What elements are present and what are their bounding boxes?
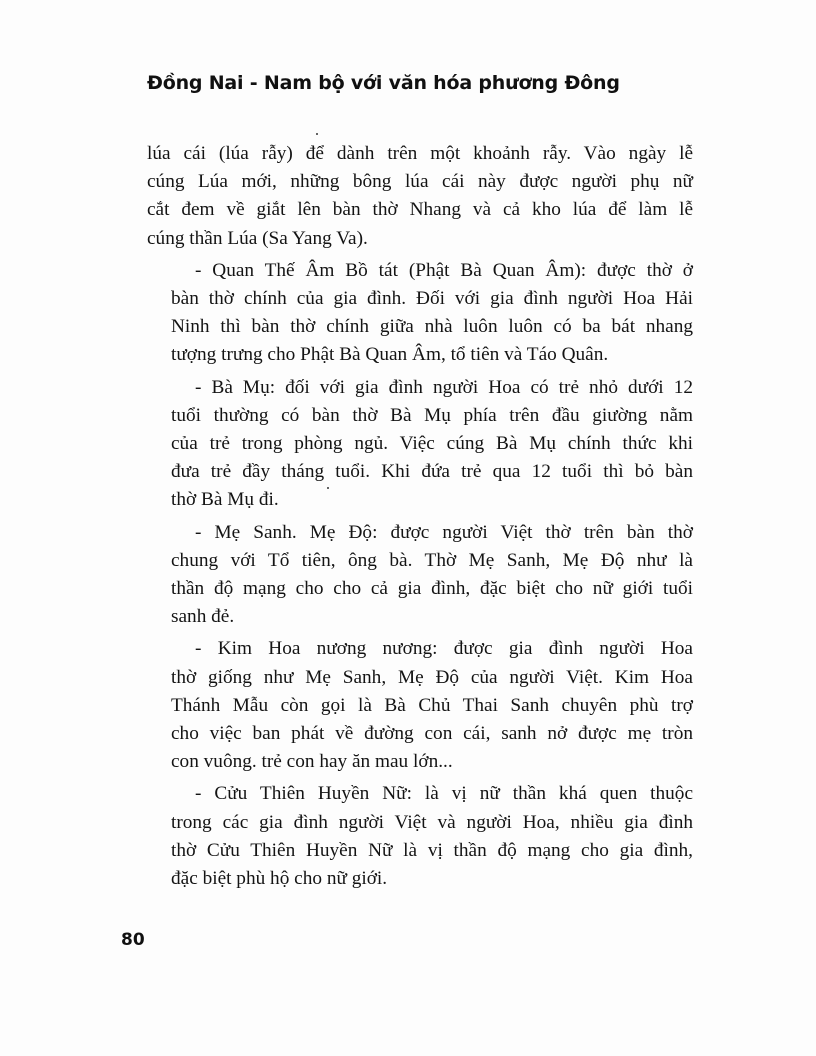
text-line: Thánh Mẫu còn gọi là Bà Chủ Thai Sanh chuyên phù trợ — [171, 694, 693, 716]
text-line: cắt đem về giắt lên bàn thờ Nhang và cả kho lúa để làm lễ — [147, 199, 693, 221]
page-number: 80 — [121, 930, 145, 950]
text-line: sanh đẻ. — [171, 606, 235, 628]
paragraph — [147, 780, 693, 893]
text-line: đưa trẻ đầy tháng tuổi. Khi đứa trẻ qua 12 tuổi thì bỏ bàn — [171, 461, 693, 483]
paragraph — [147, 140, 693, 253]
text-line: của trẻ trong phòng ngủ. Việc cúng Bà Mụ chính thức khi — [171, 433, 693, 455]
text-line: thần độ mạng cho cho cả gia đình, đặc biệt cho nữ giới tuổi — [171, 578, 693, 600]
text-line: tượng trưng cho Phật Bà Quan Âm, tổ tiên và Táo Quân. — [171, 344, 609, 366]
text-line: thờ giống như Mẹ Sanh, Mẹ Độ của người Việt. Kim Hoa — [171, 666, 693, 688]
paragraph — [147, 374, 693, 515]
text-line: tuổi thường có bàn thờ Bà Mụ phía trên đầu giường nằm — [171, 404, 693, 426]
text-line: - Bà Mụ: đối với gia đình người Hoa có trẻ nhỏ dưới 12 — [195, 376, 693, 398]
text-line: đặc biệt phù hộ cho nữ giới. — [171, 868, 388, 890]
running-head: Đồng Nai - Nam bộ với văn hóa phương Đông — [147, 72, 620, 94]
text-line: con vuông. trẻ con hay ăn mau lớn... — [171, 751, 453, 773]
text-line: - Cửu Thiên Huyền Nữ: là vị nữ thần khá quen thuộc — [195, 783, 693, 805]
scan-speck — [316, 133, 318, 135]
text-line: bàn thờ chính của gia đình. Đối với gia đình người Hoa Hải — [171, 288, 693, 310]
text-line: - Mẹ Sanh. Mẹ Độ: được người Việt thờ trên bàn thờ — [195, 521, 693, 543]
text-line: Ninh thì bàn thờ chính giữa nhà luôn luôn có ba bát nhang — [171, 316, 693, 338]
body-text — [147, 140, 693, 897]
text-line: - Kim Hoa nương nương: được gia đình người Hoa — [195, 638, 693, 660]
paragraph — [147, 635, 693, 776]
text-line: - Quan Thế Âm Bồ tát (Phật Bà Quan Âm): được thờ ở — [195, 259, 693, 281]
text-line: thờ Bà Mụ đi. — [171, 489, 279, 511]
text-line: chung với Tổ tiên, ông bà. Thờ Mẹ Sanh, Mẹ Độ như là — [171, 549, 693, 571]
text-line: trong các gia đình người Việt và người Hoa, nhiều gia đình — [171, 811, 693, 833]
text-line: cho việc ban phát về đường con cái, sanh nở được mẹ tròn — [171, 723, 693, 745]
text-line: thờ Cửu Thiên Huyền Nữ là vị thần độ mạng cho gia đình, — [171, 839, 693, 861]
text-line: cúng Lúa mới, những bông lúa cái này được người phụ nữ — [147, 171, 693, 193]
text-line: cúng thần Lúa (Sa Yang Va). — [147, 227, 368, 249]
text-line: lúa cái (lúa rẫy) để dành trên một khoảnh rẫy. Vào ngày lễ — [147, 143, 693, 164]
paragraph — [147, 257, 693, 370]
paragraph — [147, 519, 693, 632]
